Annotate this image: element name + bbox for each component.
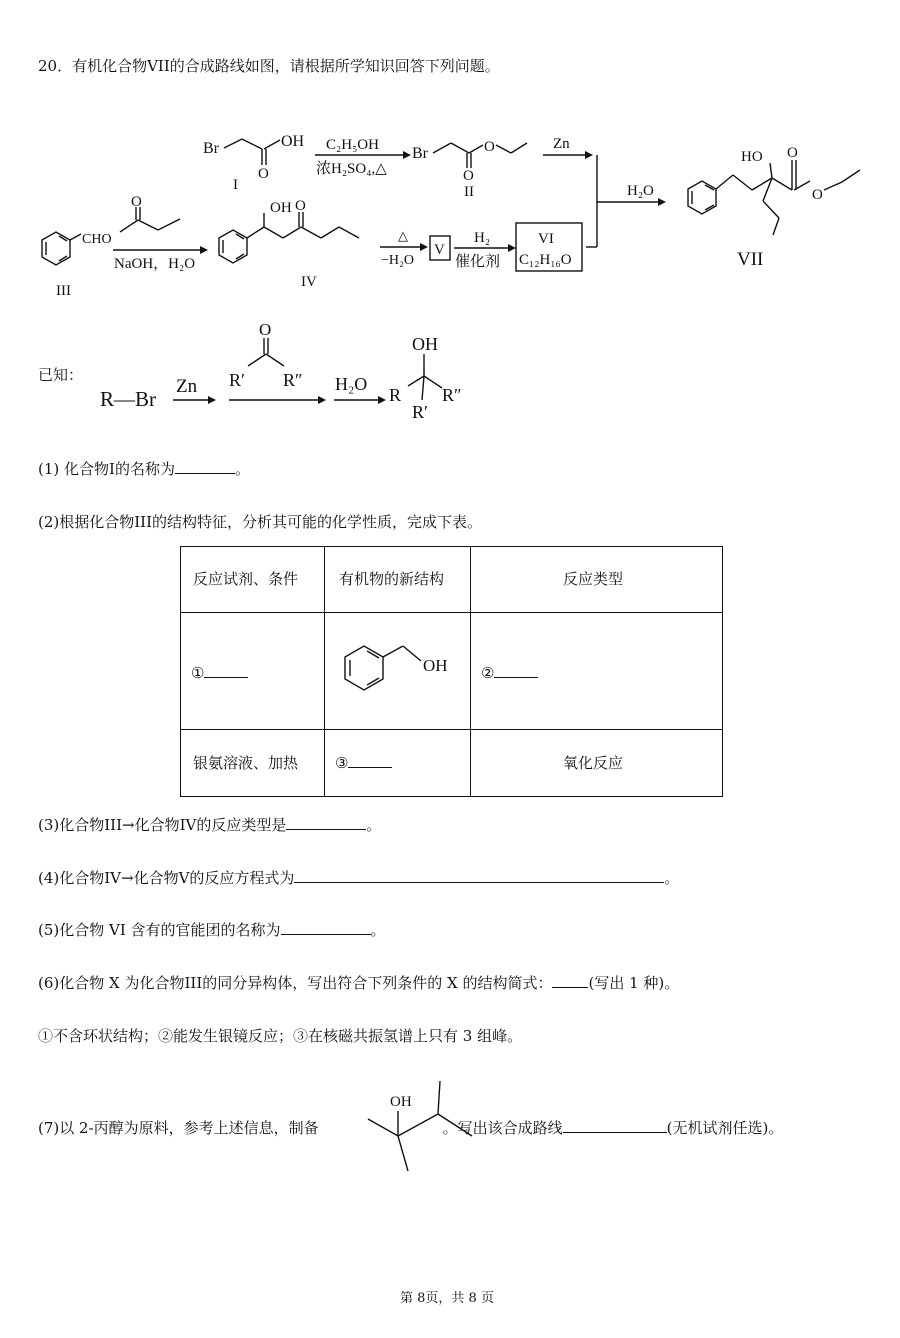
table-row2-reagent: 银氨溶液、加热 — [193, 754, 299, 772]
compound-III-cho: CHO — [82, 232, 112, 247]
question-4 — [38, 868, 679, 888]
known-r1: R′ — [229, 370, 245, 390]
reagent-h2: H₂ — [474, 230, 491, 246]
question-5 — [38, 920, 386, 940]
known-r2: R″ — [283, 370, 303, 390]
compound-II-label: II — [464, 184, 474, 200]
q7-answer-blank[interactable] — [563, 1118, 667, 1133]
known-product-r: R — [389, 385, 402, 405]
known-label: 已知： — [38, 366, 84, 384]
q4-text: (4)化合物IV→化合物V的反应方程式为 — [38, 869, 295, 887]
known-ketone-o: O — [259, 320, 272, 339]
question-6 — [38, 973, 679, 993]
compound-IV-oh: OH — [270, 200, 292, 216]
arrow-I-II — [315, 137, 411, 177]
compound-I-o: O — [258, 166, 269, 182]
q6-text: (6)化合物 X 为化合物III的同分异构体，写出符合下列条件的 X 的结构简式： — [38, 974, 553, 992]
known-product-r1: R′ — [412, 402, 428, 422]
box-V — [430, 236, 450, 260]
known-reaction — [90, 318, 490, 428]
condition-naoh: NaOH，H₂O — [114, 256, 196, 272]
q1-answer-blank[interactable] — [175, 459, 235, 474]
compound-II-o1: O — [463, 168, 474, 184]
compound-VII-o1: O — [787, 145, 798, 161]
q7-end: (无机试剂任选)。 — [666, 1119, 784, 1137]
question-number: 20． — [38, 57, 73, 75]
arrow-IV-V — [380, 228, 428, 268]
q3-end: 。 — [366, 816, 382, 834]
target-oh: OH — [390, 1094, 412, 1110]
q5-text: (5)化合物 VI 含有的官能团的名称为 — [38, 921, 281, 939]
compound-IV-o: O — [295, 198, 306, 214]
table-row2-structure — [335, 753, 392, 773]
compound-VII-ho: HO — [741, 149, 763, 165]
compound-IV — [219, 198, 359, 290]
butanone-o: O — [131, 194, 142, 210]
table-divider — [181, 729, 722, 730]
table-header-reagent: 反应试剂、条件 — [193, 570, 299, 588]
table-row1-reagent — [191, 663, 248, 683]
circled-3: ③ — [335, 754, 349, 772]
box-VI-formula: C₁₂H₁₆O — [519, 252, 572, 268]
question-text: 有机化合物VII的合成路线如图，请根据所学知识回答下列问题。 — [72, 57, 500, 75]
compound-I-oh: OH — [281, 133, 305, 150]
compound-IV-label: IV — [301, 274, 317, 290]
q7-text: (7)以 2-丙醇为原料，参考上述信息，制备 — [38, 1119, 319, 1137]
table-header-structure: 有机物的新结构 — [339, 570, 445, 588]
reagent-h2o: H₂O — [627, 183, 654, 199]
q4-end: 。 — [664, 869, 680, 887]
table-row1-type — [481, 663, 538, 683]
blank-3[interactable] — [348, 753, 392, 768]
blank-1[interactable] — [204, 663, 248, 678]
compound-VII-o2: O — [812, 187, 823, 203]
q3-answer-blank[interactable] — [286, 815, 366, 830]
condition-h2so4: 浓H₂SO₄,△ — [316, 161, 387, 177]
compound-I-br: Br — [203, 140, 219, 157]
q7-mid: 。写出该合成路线 — [442, 1119, 563, 1137]
box-VI — [516, 223, 582, 271]
q3-text: (3)化合物III→化合物IV的反应类型是 — [38, 816, 287, 834]
known-product-oh: OH — [412, 334, 438, 354]
property-table — [180, 546, 723, 797]
question-stem — [38, 56, 500, 76]
q5-answer-blank[interactable] — [281, 920, 371, 935]
q1-text: (1) 化合物I的名称为 — [38, 460, 175, 478]
known-product-r2: R″ — [442, 385, 462, 405]
synthesis-scheme — [0, 100, 900, 299]
question-1 — [38, 459, 250, 479]
known-r-br: R—Br — [100, 387, 157, 411]
compound-I-label: I — [233, 177, 238, 193]
q5-end: 。 — [370, 921, 386, 939]
question-3 — [38, 815, 381, 835]
box-V-label: V — [434, 242, 445, 258]
compound-II-o2: O — [484, 139, 495, 155]
q1-end: 。 — [234, 460, 250, 478]
page-footer: 第 8页，共 8 页 — [400, 1291, 494, 1306]
compound-III — [42, 232, 112, 299]
butanone — [120, 194, 180, 232]
reagent-catalyst: 催化剂 — [455, 254, 501, 270]
q6-answer-blank[interactable] — [552, 973, 588, 988]
question-6-conditions: ①不含环状结构；②能发生银镜反应；③在核磁共振氢谱上只有 3 组峰。 — [38, 1027, 523, 1045]
question-2: (2)根据化合物III的结构特征，分析其可能的化学性质，完成下表。 — [38, 513, 483, 531]
compound-II — [412, 139, 527, 200]
condition-minus-water: −H₂O — [381, 253, 414, 268]
benzyl-alcohol-oh: OH — [423, 656, 448, 675]
compound-II-br: Br — [412, 145, 428, 162]
table-row2-type: 氧化反应 — [563, 754, 624, 772]
benzyl-alcohol-structure — [337, 629, 467, 709]
circled-1: ① — [191, 664, 205, 682]
arrow-zn — [543, 136, 593, 159]
condition-heat: △ — [398, 228, 408, 243]
q6-end: (写出 1 种)。 — [588, 974, 680, 992]
merge-bracket — [586, 155, 666, 247]
arrow-V-VI — [454, 230, 516, 270]
table-divider — [470, 547, 471, 796]
known-zn: Zn — [176, 376, 198, 397]
compound-I — [203, 133, 305, 193]
table-divider — [181, 612, 722, 613]
blank-2[interactable] — [494, 663, 538, 678]
compound-VII-label: VII — [737, 249, 764, 270]
known-h2o: H₂O — [335, 374, 368, 394]
box-VI-label: VI — [538, 231, 554, 247]
compound-III-label: III — [56, 283, 71, 299]
circled-2: ② — [481, 664, 495, 682]
table-header-type: 反应类型 — [563, 570, 624, 588]
target-structure — [360, 1076, 480, 1176]
arrow-III-IV — [113, 246, 208, 272]
q4-answer-blank[interactable] — [294, 868, 664, 883]
reagent-ethanol: C₂H₅OH — [326, 137, 379, 153]
compound-VII — [688, 145, 860, 270]
table-divider — [324, 547, 325, 796]
reagent-zn: Zn — [553, 136, 570, 152]
